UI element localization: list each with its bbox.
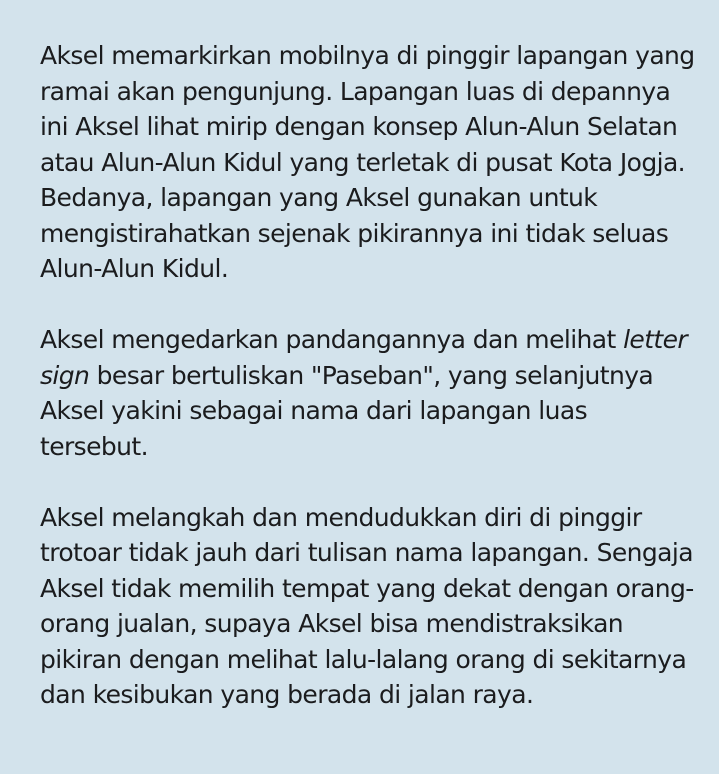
paragraph-3: Aksel melangkah dan mendudukkan diri di pinggir trotoar tidak jauh dari tulisan nama lapangan. Sengaja Aksel tidak memilih tempat yang dekat dengan orang-orang jualan, supaya Aksel bisa mendistraksikan pikiran dengan melihat lalu-lalang orang di sekitarnya dan kesibukan yang berada di jalan raya. <box>40 502 694 709</box>
paragraph-1: Aksel memarkirkan mobilnya di pinggir lapangan yang ramai akan pengunjung. Lapangan luas di depannya ini Aksel lihat mirip dengan konsep Alun-Alun Selatan atau Alun-Alun Kidul yang terletak di pusat Kota Jogja. Bedanya, lapangan yang Aksel gunakan untuk mengistirahatkan sejenak pikirannya ini tidak seluas Alun-Alun Kidul. <box>40 41 695 283</box>
paragraph-2-end: besar bertuliskan "Paseban", yang selanjutnya Aksel yakini sebagai nama dari lapangan luas tersebut. <box>40 360 654 461</box>
paragraph-2 <box>40 322 699 464</box>
italic-phrase: letter sign <box>40 325 688 390</box>
paragraph-2-start: Aksel mengedarkan pandangannya dan melihat <box>40 325 624 354</box>
